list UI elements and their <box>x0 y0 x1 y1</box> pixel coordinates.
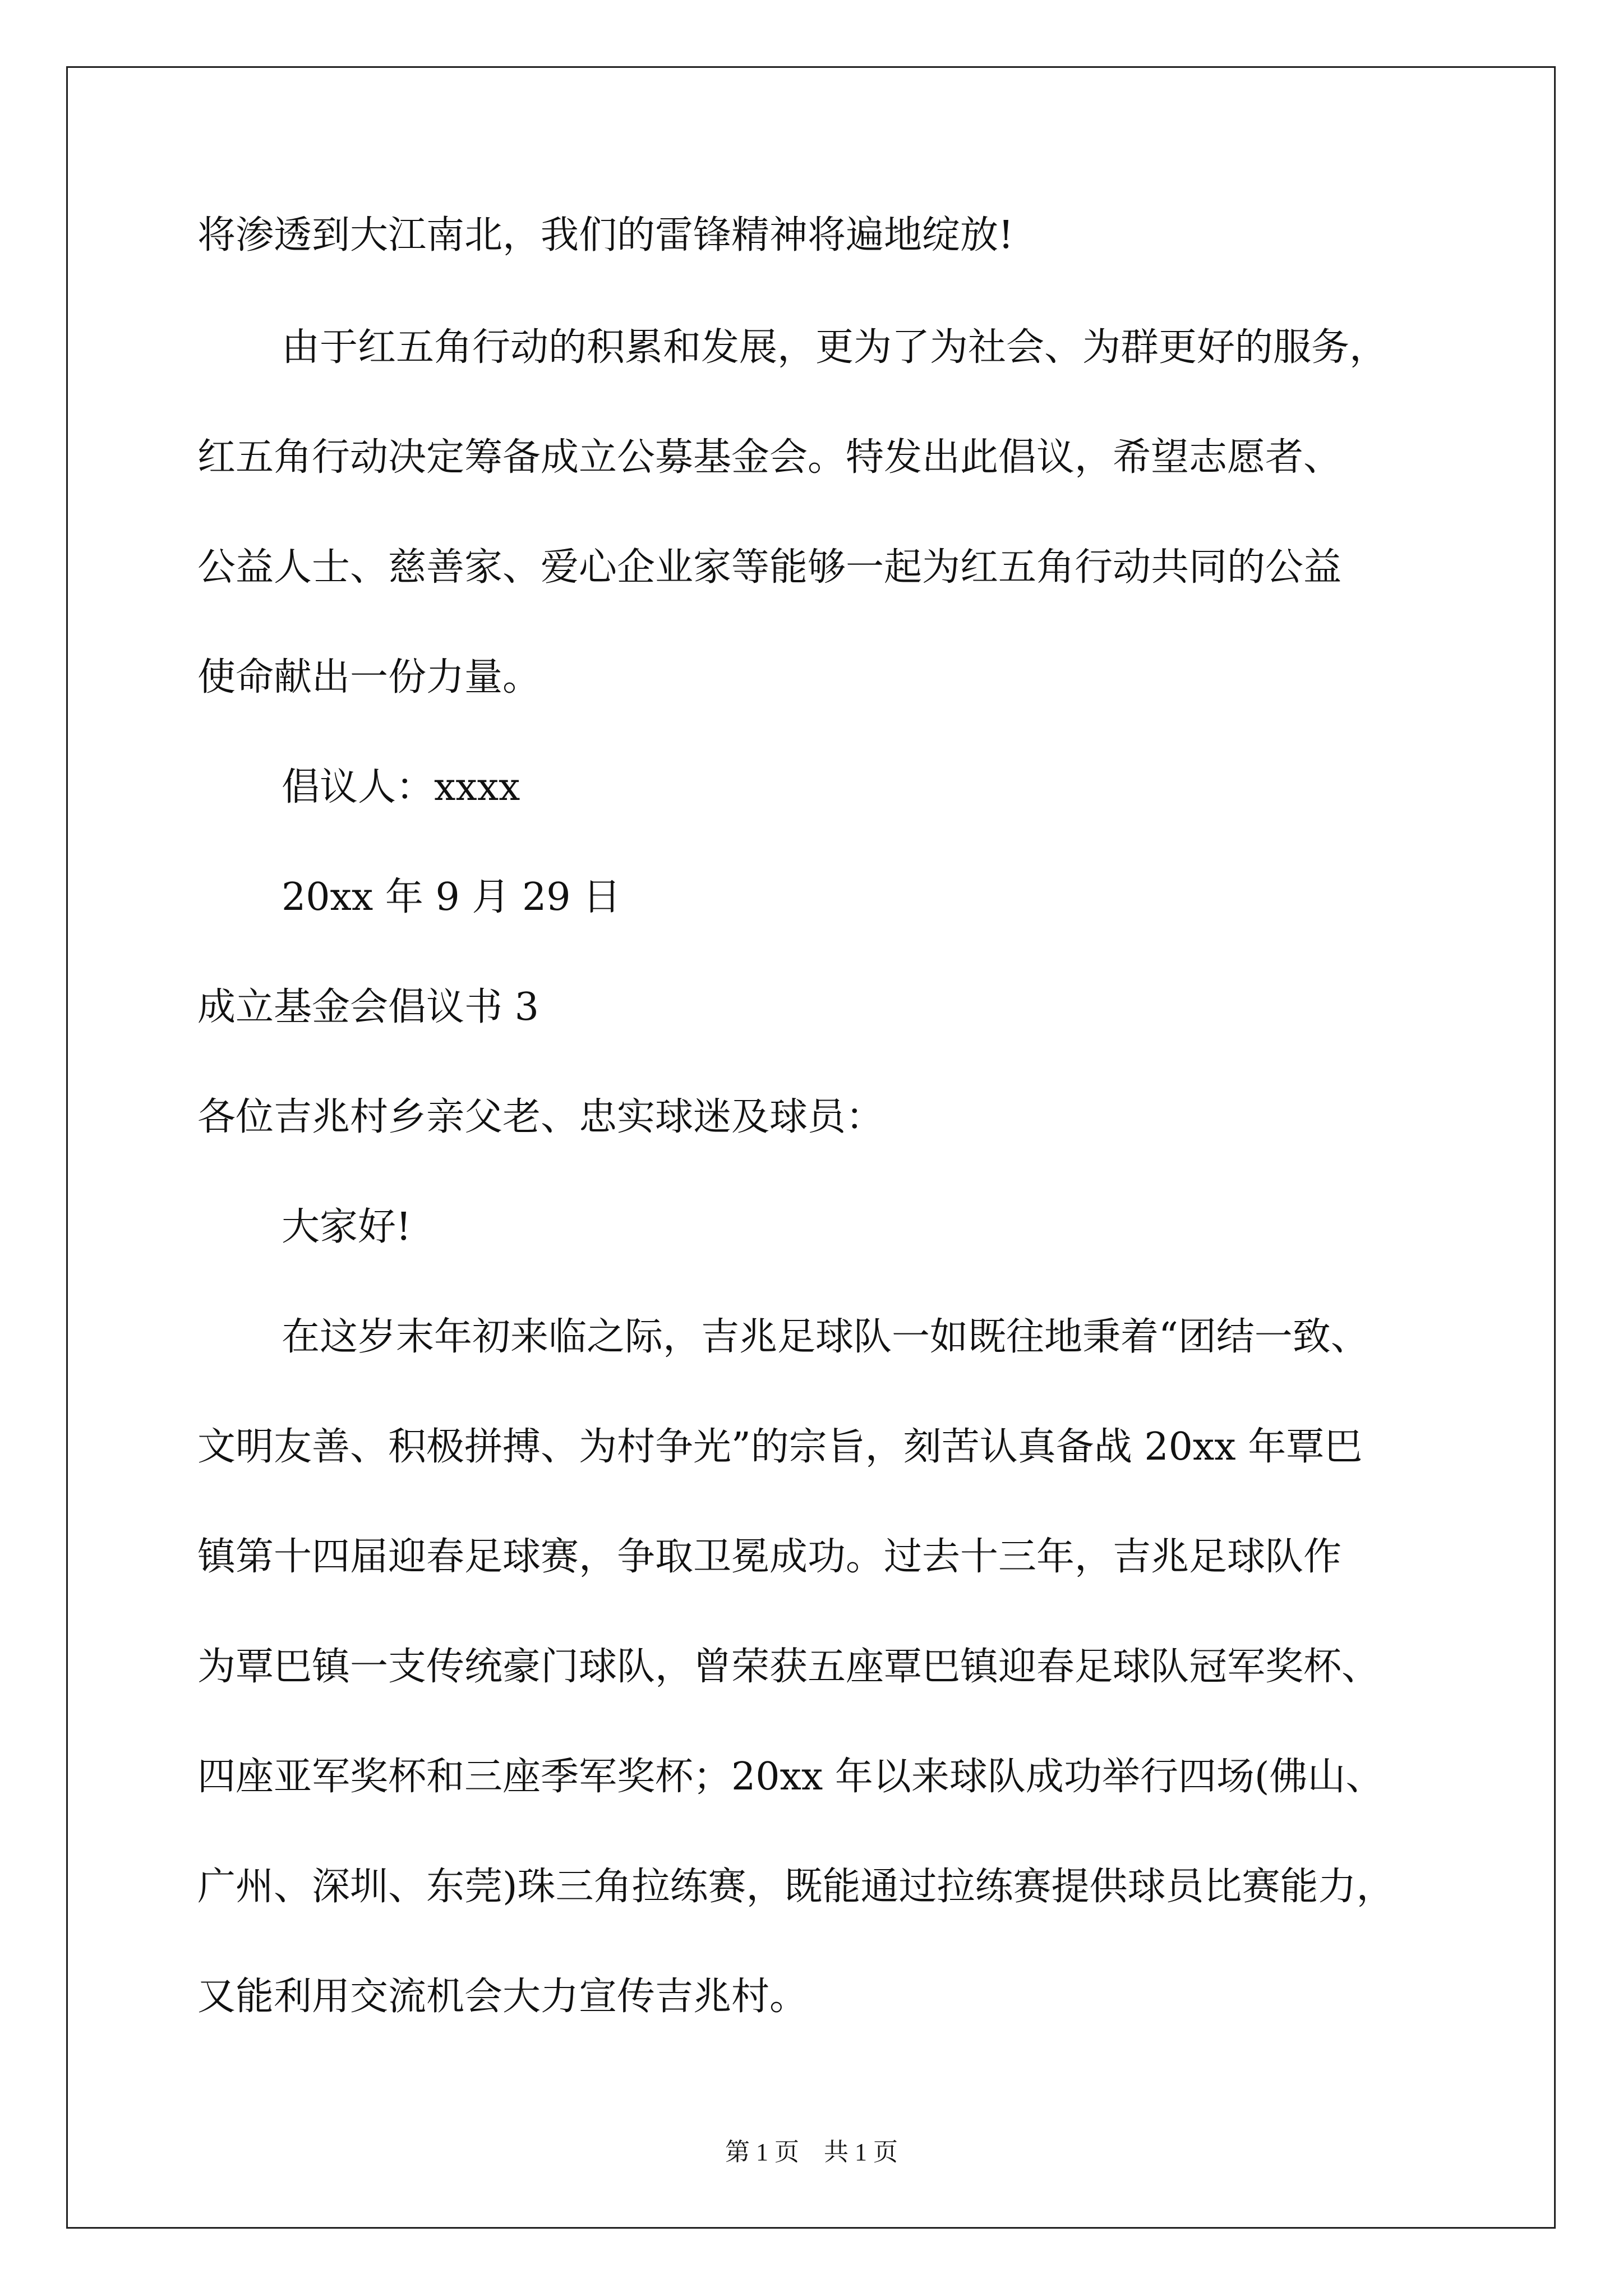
signatory-line: 倡议人：xxxx <box>282 765 520 809</box>
text-line-1: 将渗透到大江南北，我们的雷锋精神将遍地绽放! <box>197 213 1014 257</box>
text-line-4: 公益人士、慈善家、爱心企业家等能够一起为红五角行动共同的公益 <box>197 545 1342 590</box>
text-line-5: 使命献出一份力量。 <box>197 655 541 700</box>
text-line-15: 四座亚军奖杯和三座季军奖杯；20xx 年以来球队成功举行四场(佛山、 <box>197 1755 1384 1799</box>
date-line: 20xx 年 9 月 29 日 <box>282 875 621 919</box>
greeting-line: 大家好! <box>282 1205 412 1249</box>
text-line-11: 在这岁末年初来临之际，吉兆足球队一如既往地秉着“团结一致、 <box>282 1315 1369 1359</box>
text-line-12: 文明友善、积极拼搏、为村争光”的宗旨，刻苦认真备战 20xx 年覃巴 <box>197 1425 1363 1469</box>
page-number-footer: 第 1 页 共 1 页 <box>725 2138 898 2166</box>
section-heading: 成立基金会倡议书 3 <box>197 985 539 1029</box>
text-line-16: 广州、深圳、东莞)珠三角拉练赛，既能通过拉练赛提供球员比赛能力， <box>197 1865 1395 1909</box>
text-line-14: 为覃巴镇一支传统豪门球队，曾荣获五座覃巴镇迎春足球队冠军奖杯、 <box>197 1645 1380 1689</box>
text-line-13: 镇第十四届迎春足球赛，争取卫冕成功。过去十三年，吉兆足球队作 <box>197 1535 1342 1579</box>
salutation-line: 各位吉兆村乡亲父老、忠实球迷及球员： <box>197 1095 884 1139</box>
text-line-2: 由于红五角行动的积累和发展，更为了为社会、为群更好的服务， <box>282 325 1388 370</box>
text-line-17: 又能利用交流机会大力宣传吉兆村。 <box>197 1975 808 2019</box>
text-line-3: 红五角行动决定筹备成立公募基金会。特发出此倡议，希望志愿者、 <box>197 435 1342 480</box>
